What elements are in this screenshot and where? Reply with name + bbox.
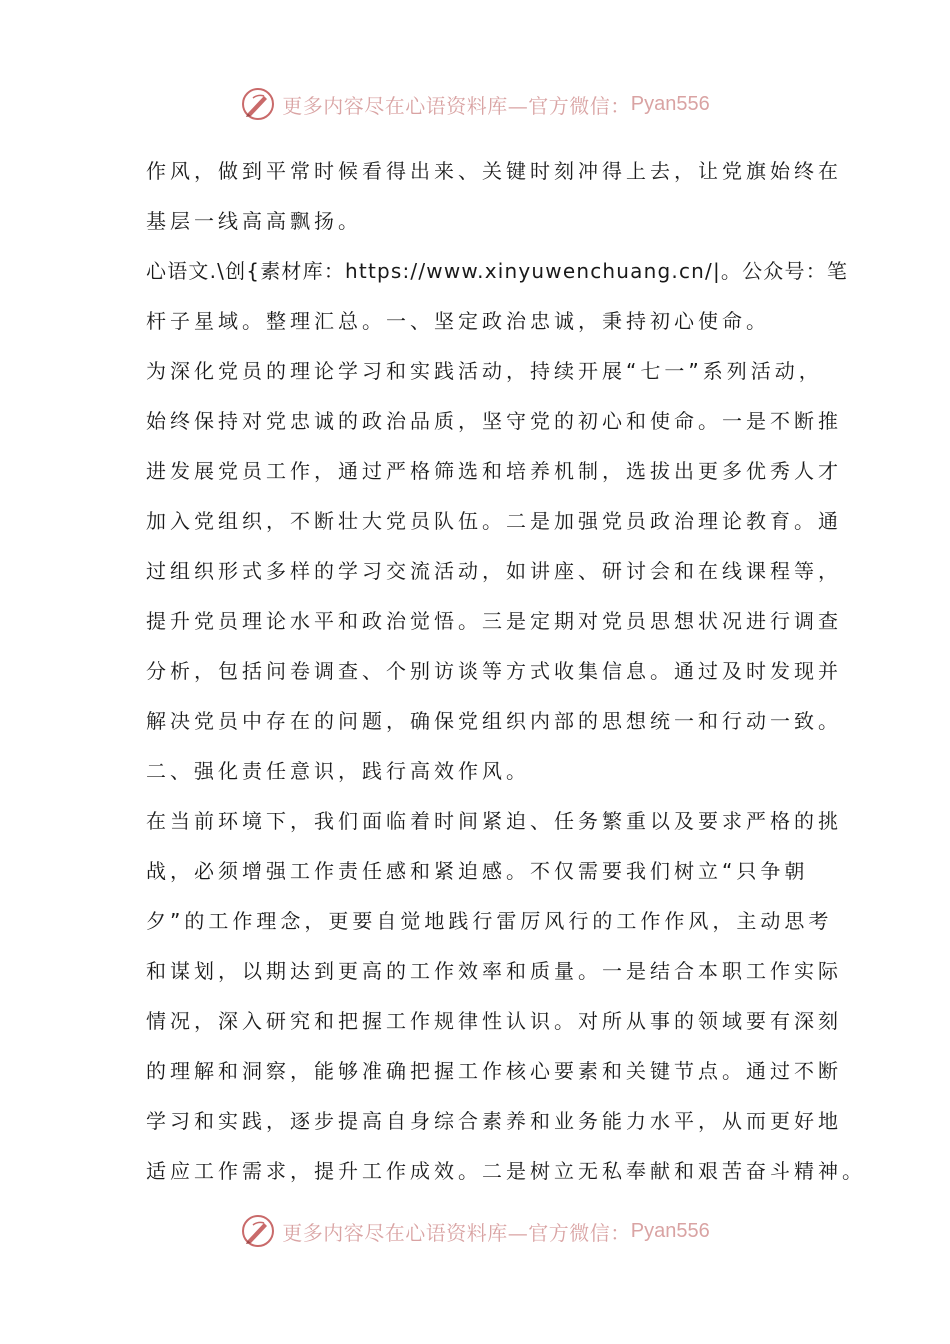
text-line: 解决党员中存在的问题，确保党组织内部的思想统一和行动一致。 xyxy=(146,709,842,733)
pen-logo-icon xyxy=(240,1213,276,1249)
text-line: 杆子星域。整理汇总。一、坚定政治忠诚，秉持初心使命。 xyxy=(146,309,770,333)
text-line: 适应工作需求，提升工作成效。二是树立无私奉献和艰苦奋斗精神。 xyxy=(146,1159,866,1183)
text-line-url: 心语文.\创{素材库：https://www.xinyuwenchuang.cn/|。公众号：笔 xyxy=(146,259,849,283)
text-line: 始终保持对党忠诚的政治品质，坚守党的初心和使命。一是不断推 xyxy=(146,409,842,433)
text-line: 进发展党员工作，通过严格筛选和培养机制，选拔出更多优秀人才 xyxy=(146,459,842,483)
header-banner xyxy=(0,82,950,126)
text-line: 作风，做到平常时候看得出来、关键时刻冲得上去，让党旗始终在 xyxy=(146,159,842,183)
pen-logo-icon xyxy=(240,86,276,122)
text-line: 在当前环境下，我们面临着时间紧迫、任务繁重以及要求严格的挑 xyxy=(146,809,842,833)
text-line: 学习和实践，逐步提高自身综合素养和业务能力水平，从而更好地 xyxy=(146,1109,842,1133)
text-line: 过组织形式多样的学习交流活动，如讲座、研讨会和在线课程等， xyxy=(146,559,842,583)
text-line: 和谋划，以期达到更高的工作效率和质量。一是结合本职工作实际 xyxy=(146,959,842,983)
text-line: 情况，深入研究和把握工作规律性认识。对所从事的领域要有深刻 xyxy=(146,1009,842,1033)
text-line: 加入党组织，不断壮大党员队伍。二是加强党员政治理论教育。通 xyxy=(146,509,842,533)
document-body xyxy=(146,146,866,1196)
text-line: 战，必须增强工作责任感和紧迫感。不仅需要我们树立“只争朝 xyxy=(146,859,809,883)
footer-banner xyxy=(0,1209,950,1253)
text-line: 基层一线高高飘扬。 xyxy=(146,209,362,233)
banner-text: 更多内容尽在心语资料库—官方微信： xyxy=(282,93,631,118)
banner-handle: Pyan556 xyxy=(630,92,710,115)
text-line: 的理解和洞察，能够准确把握工作核心要素和关键节点。通过不断 xyxy=(146,1059,842,1083)
section-heading: 二、强化责任意识，践行高效作风。 xyxy=(146,759,530,783)
banner-handle: Pyan556 xyxy=(630,1219,710,1242)
banner-text: 更多内容尽在心语资料库—官方微信： xyxy=(282,1220,631,1245)
text-line: 分析，包括问卷调查、个别访谈等方式收集信息。通过及时发现并 xyxy=(146,659,842,683)
text-line: 夕”的工作理念，更要自觉地践行雷厉风行的工作作风，主动思考 xyxy=(146,909,833,933)
text-line: 提升党员理论水平和政治觉悟。三是定期对党员思想状况进行调查 xyxy=(146,609,842,633)
text-line: 为深化党员的理论学习和实践活动，持续开展“七一”系列活动， xyxy=(146,359,823,383)
